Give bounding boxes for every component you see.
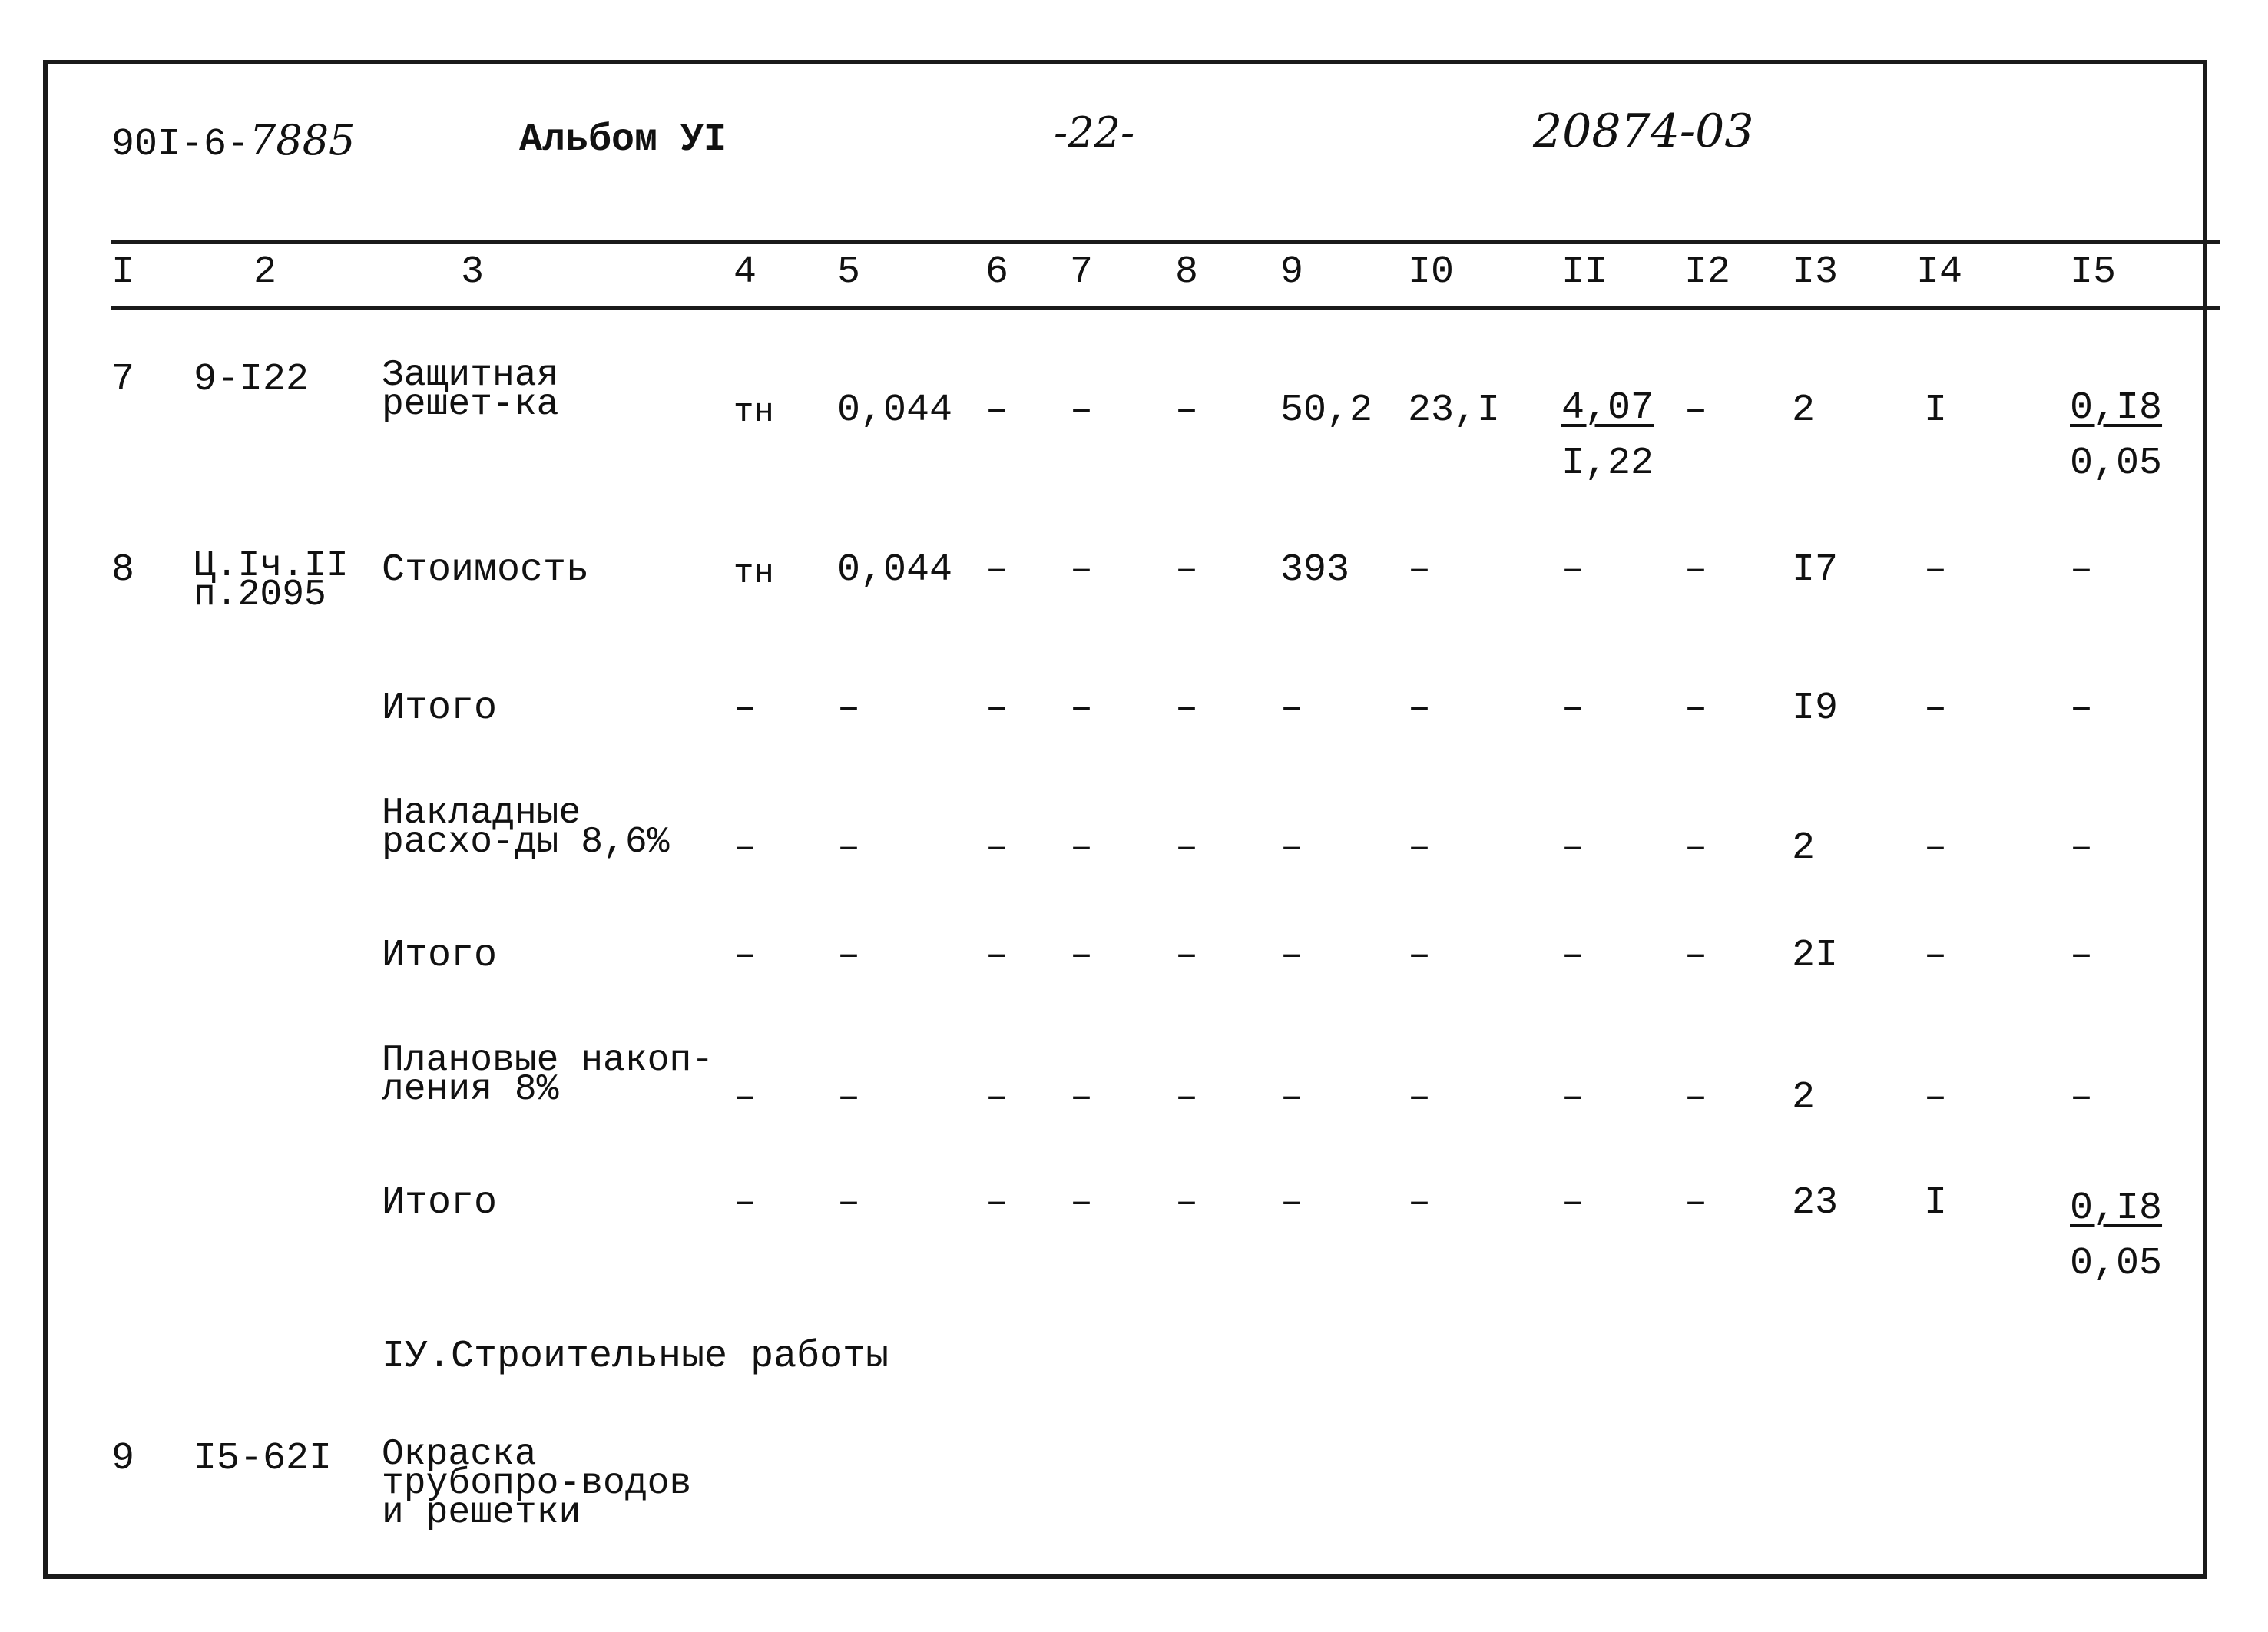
row-c7: – bbox=[1070, 1076, 1094, 1120]
row-c11: – bbox=[1561, 548, 1585, 592]
row-c10: – bbox=[1408, 1181, 1432, 1225]
row-c4: – bbox=[733, 1181, 757, 1225]
row-unit: тн bbox=[733, 554, 774, 593]
row-c5: – bbox=[837, 826, 861, 870]
row-c11-fraction bbox=[1561, 381, 1654, 492]
row-c9: – bbox=[1280, 934, 1304, 978]
row-c14: – bbox=[1924, 1076, 1948, 1120]
row-c15-top: 0,I8 bbox=[2070, 386, 2163, 430]
doc-number: 20874-03 bbox=[1533, 104, 1754, 158]
row-c8: – bbox=[1175, 1076, 1199, 1120]
row-c5: – bbox=[837, 687, 861, 730]
row-c10: – bbox=[1408, 826, 1432, 870]
row-c6: – bbox=[985, 389, 1009, 432]
row-c11: – bbox=[1561, 826, 1585, 870]
row-c6: – bbox=[985, 1181, 1009, 1225]
row-code: Ц.Iч.II п.2095 bbox=[194, 545, 349, 616]
row-c10: 23,I bbox=[1408, 389, 1501, 432]
row-c15: – bbox=[2070, 687, 2094, 730]
row-c5: – bbox=[837, 1076, 861, 1120]
row-c11-top: 4,07 bbox=[1561, 386, 1654, 430]
document-code-suffix: 7885 bbox=[250, 116, 356, 164]
row-c7: – bbox=[1070, 1181, 1094, 1225]
row-c11-bottom: I,22 bbox=[1561, 442, 1654, 485]
row-c6: – bbox=[985, 548, 1009, 592]
row-c9: – bbox=[1280, 826, 1304, 870]
row-qty: 0,044 bbox=[837, 389, 953, 432]
row-c9: 50,2 bbox=[1280, 389, 1373, 432]
row-c12: – bbox=[1684, 548, 1708, 592]
row-c7: – bbox=[1070, 826, 1094, 870]
row-c4: – bbox=[733, 826, 757, 870]
col-header-14: I4 bbox=[1916, 250, 1963, 294]
row-name: Итого bbox=[382, 934, 498, 978]
row-c8: – bbox=[1175, 687, 1199, 730]
header-top-rule bbox=[111, 240, 2220, 244]
row-c7: – bbox=[1070, 934, 1094, 978]
row-c14: – bbox=[1924, 548, 1948, 592]
row-c6: – bbox=[985, 1076, 1009, 1120]
row-code: I5-62I bbox=[194, 1437, 333, 1481]
col-header-1: I bbox=[111, 250, 135, 294]
col-header-15: I5 bbox=[2070, 250, 2117, 294]
row-c13: 2 bbox=[1792, 389, 1816, 432]
row-c14: – bbox=[1924, 826, 1948, 870]
row-c6: – bbox=[985, 826, 1009, 870]
row-c12: – bbox=[1684, 389, 1708, 432]
row-c15-top: 0,I8 bbox=[2070, 1187, 2163, 1230]
row-c8: – bbox=[1175, 826, 1199, 870]
col-header-2: 2 bbox=[253, 250, 277, 294]
row-c8: – bbox=[1175, 934, 1199, 978]
row-c12: – bbox=[1684, 934, 1708, 978]
row-c12: – bbox=[1684, 1076, 1708, 1120]
row-name: Окраска трубопро-водов и решетки bbox=[382, 1434, 692, 1534]
col-header-3: 3 bbox=[461, 250, 485, 294]
row-c11: – bbox=[1561, 1181, 1585, 1225]
row-c14: I bbox=[1924, 1181, 1948, 1225]
col-header-6: 6 bbox=[985, 250, 1009, 294]
row-c8: – bbox=[1175, 548, 1199, 592]
row-c4: – bbox=[733, 687, 757, 730]
col-header-8: 8 bbox=[1175, 250, 1199, 294]
row-c10: – bbox=[1408, 548, 1432, 592]
row-c9: – bbox=[1280, 1181, 1304, 1225]
col-header-7: 7 bbox=[1070, 250, 1094, 294]
page-number: -22- bbox=[1054, 108, 1135, 157]
row-name: Плановые накоп-ления 8% bbox=[382, 1040, 714, 1111]
row-c12: – bbox=[1684, 1181, 1708, 1225]
row-c15-bottom: 0,05 bbox=[2070, 1242, 2163, 1286]
row-c13: 2 bbox=[1792, 826, 1816, 870]
row-c15-fraction bbox=[2070, 381, 2162, 492]
row-number: 9 bbox=[111, 1437, 135, 1481]
row-c15: – bbox=[2070, 826, 2094, 870]
row-c13: I9 bbox=[1792, 687, 1839, 730]
row-c7: – bbox=[1070, 389, 1094, 432]
row-c10: – bbox=[1408, 687, 1432, 730]
col-header-12: I2 bbox=[1684, 250, 1731, 294]
row-name: Защитная решет-ка bbox=[382, 355, 559, 425]
col-header-10: I0 bbox=[1408, 250, 1455, 294]
row-unit: тн bbox=[733, 393, 774, 432]
col-header-11: II bbox=[1561, 250, 1608, 294]
row-c10: – bbox=[1408, 934, 1432, 978]
row-c12: – bbox=[1684, 826, 1708, 870]
row-name: Итого bbox=[382, 687, 498, 730]
col-header-13: I3 bbox=[1792, 250, 1839, 294]
row-c12: – bbox=[1684, 687, 1708, 730]
row-c11: – bbox=[1561, 1076, 1585, 1120]
row-number: 8 bbox=[111, 548, 135, 592]
row-name: Итого bbox=[382, 1181, 498, 1225]
row-c6: – bbox=[985, 934, 1009, 978]
row-c13: I7 bbox=[1792, 548, 1839, 592]
row-c10: – bbox=[1408, 1076, 1432, 1120]
row-c15: – bbox=[2070, 548, 2094, 592]
row-c7: – bbox=[1070, 548, 1094, 592]
row-c9: 393 bbox=[1280, 548, 1350, 592]
row-code: 9-I22 bbox=[194, 358, 310, 402]
album-label: Альбом УІ bbox=[519, 118, 727, 162]
document-code bbox=[111, 116, 356, 167]
page-frame bbox=[43, 60, 2207, 1579]
row-c13: 2 bbox=[1792, 1076, 1816, 1120]
col-header-4: 4 bbox=[733, 250, 757, 294]
row-c15-bottom: 0,05 bbox=[2070, 442, 2163, 485]
row-c15: – bbox=[2070, 934, 2094, 978]
row-c4: – bbox=[733, 934, 757, 978]
row-c8: – bbox=[1175, 389, 1199, 432]
row-c5: – bbox=[837, 934, 861, 978]
row-c11: – bbox=[1561, 934, 1585, 978]
row-c7: – bbox=[1070, 687, 1094, 730]
document-code-prefix: 90I-6- bbox=[111, 123, 250, 167]
row-c13: 23 bbox=[1792, 1181, 1839, 1225]
row-number: 7 bbox=[111, 358, 135, 402]
row-c9: – bbox=[1280, 687, 1304, 730]
section-title: IУ.Строительные работы bbox=[382, 1335, 889, 1379]
col-header-9: 9 bbox=[1280, 250, 1304, 294]
row-c14: I bbox=[1924, 389, 1948, 432]
row-qty: 0,044 bbox=[837, 548, 953, 592]
header-bottom-rule bbox=[111, 306, 2220, 310]
row-name: Накладные расхо-ды 8,6% bbox=[382, 793, 670, 863]
row-c8: – bbox=[1175, 1181, 1199, 1225]
row-c4: – bbox=[733, 1076, 757, 1120]
row-c9: – bbox=[1280, 1076, 1304, 1120]
col-header-5: 5 bbox=[837, 250, 861, 294]
row-c11: – bbox=[1561, 687, 1585, 730]
row-c5: – bbox=[837, 1181, 861, 1225]
row-c14: – bbox=[1924, 687, 1948, 730]
row-c15: – bbox=[2070, 1076, 2094, 1120]
row-name: Стоимость bbox=[382, 548, 590, 592]
row-c15-fraction bbox=[2070, 1181, 2162, 1292]
row-c13: 2I bbox=[1792, 934, 1839, 978]
row-c6: – bbox=[985, 687, 1009, 730]
row-c14: – bbox=[1924, 934, 1948, 978]
